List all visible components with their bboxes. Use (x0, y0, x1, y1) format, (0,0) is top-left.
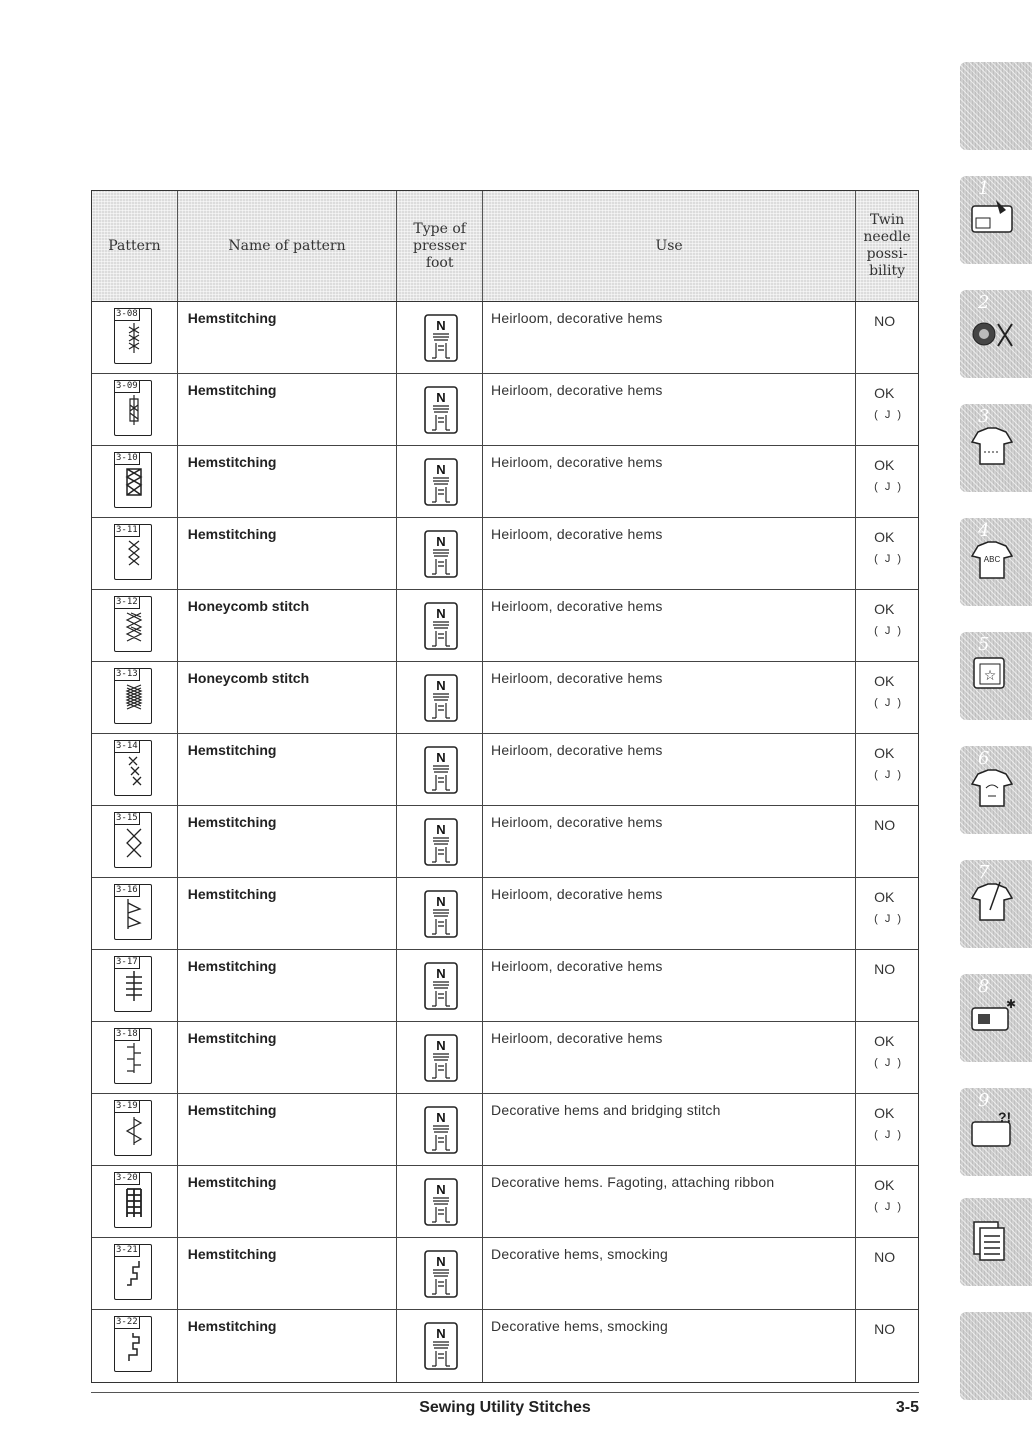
twin-needle-foot: ( J ) (874, 481, 904, 493)
presser-foot-n-icon (424, 962, 458, 1014)
pattern-number: 3-11 (116, 525, 138, 535)
presser-foot-cell (397, 734, 483, 805)
pattern-stitch-icon (114, 668, 152, 724)
presser-foot-n-icon (424, 530, 458, 582)
presser-foot-cell (397, 806, 483, 877)
pattern-cell (92, 734, 178, 805)
pattern-name: Hemstitching (178, 1094, 397, 1165)
pattern-number: 3-08 (116, 309, 138, 319)
twin-needle-cell (856, 1238, 918, 1309)
chapter-tab[interactable] (960, 290, 1032, 378)
svg-text:ABC: ABC (983, 555, 1001, 564)
header-foot: Type of presser foot (397, 191, 483, 301)
pattern-number: 3-22 (116, 1317, 138, 1327)
chapter-tab[interactable] (960, 1088, 1032, 1176)
presser-foot-cell (397, 374, 483, 445)
twin-needle-cell (856, 1022, 918, 1093)
twin-needle-cell (856, 878, 918, 949)
needle-shirt-icon (970, 880, 1016, 926)
use-text: Heirloom, decorative hems (483, 518, 856, 589)
presser-foot-cell (397, 950, 483, 1021)
twin-needle-foot: ( J ) (874, 697, 904, 709)
twin-needle-cell (856, 662, 918, 733)
presser-foot-n-icon (424, 1250, 458, 1302)
pattern-cell (92, 806, 178, 877)
table-row (92, 1022, 918, 1094)
pattern-stitch-icon (114, 380, 152, 436)
chapter-tab[interactable] (960, 860, 1032, 948)
presser-foot-n-icon (424, 746, 458, 798)
chapter-tab-number: 2 (978, 292, 990, 313)
svg-text:N: N (436, 1254, 446, 1269)
twin-needle-value: NO (874, 817, 896, 833)
thread-spool-icon (970, 310, 1016, 356)
pattern-name: Hemstitching (178, 518, 397, 589)
svg-text:N: N (436, 966, 446, 981)
twin-needle-value: OK (874, 457, 895, 473)
pattern-name: Hemstitching (178, 1310, 397, 1382)
twin-needle-cell (856, 1310, 918, 1382)
table-header (92, 191, 918, 302)
pattern-number: 3-20 (116, 1173, 138, 1183)
twin-needle-value: NO (874, 961, 896, 977)
pattern-number: 3-18 (116, 1029, 138, 1039)
twin-needle-value: NO (874, 1321, 896, 1337)
chapter-tab-number: 5 (978, 634, 990, 655)
presser-foot-n-icon (424, 386, 458, 438)
pattern-cell (92, 590, 178, 661)
presser-foot-n-icon (424, 1106, 458, 1158)
chapter-tab[interactable] (960, 62, 1032, 150)
twin-needle-value: OK (874, 745, 895, 761)
pattern-number: 3-09 (116, 381, 138, 391)
use-text: Heirloom, decorative hems (483, 374, 856, 445)
use-text: Heirloom, decorative hems (483, 734, 856, 805)
maintenance-icon (970, 994, 1016, 1040)
use-text: Heirloom, decorative hems (483, 662, 856, 733)
sewing-machine-icon (970, 196, 1016, 242)
presser-foot-cell (397, 446, 483, 517)
chapter-tab-number: 6 (978, 748, 990, 769)
pattern-name: Hemstitching (178, 302, 397, 373)
use-text: Decorative hems, smocking (483, 1310, 856, 1382)
use-text: Heirloom, decorative hems (483, 302, 856, 373)
table-row (92, 446, 918, 518)
abc-shirt-icon (970, 538, 1016, 584)
twin-needle-foot: ( J ) (874, 409, 904, 421)
twin-needle-cell (856, 734, 918, 805)
presser-foot-n-icon (424, 1034, 458, 1086)
pattern-stitch-icon (114, 1244, 152, 1300)
pattern-cell (92, 1238, 178, 1309)
pattern-stitch-icon (114, 1100, 152, 1156)
pattern-name: Hemstitching (178, 1022, 397, 1093)
table-row (92, 1094, 918, 1166)
pattern-stitch-icon (114, 1028, 152, 1084)
use-text: Decorative hems, smocking (483, 1238, 856, 1309)
twin-needle-value: OK (874, 1177, 895, 1193)
troubleshooting-icon (970, 1108, 1016, 1154)
table-row (92, 374, 918, 446)
table-row (92, 734, 918, 806)
presser-foot-n-icon (424, 458, 458, 510)
header-pattern: Pattern (92, 191, 178, 301)
presser-foot-n-icon (424, 1178, 458, 1230)
twin-needle-value: OK (874, 889, 895, 905)
page-number: 3-5 (895, 1399, 919, 1416)
pattern-name: Hemstitching (178, 1238, 397, 1309)
presser-foot-cell (397, 1238, 483, 1309)
pattern-cell (92, 950, 178, 1021)
pattern-stitch-icon (114, 308, 152, 364)
presser-foot-cell (397, 878, 483, 949)
chapter-tab-number: 3 (978, 406, 990, 427)
chapter-tab[interactable] (960, 1198, 1032, 1286)
twin-needle-cell (856, 302, 918, 373)
use-text: Heirloom, decorative hems (483, 806, 856, 877)
svg-text:N: N (436, 678, 446, 693)
twin-needle-cell (856, 1094, 918, 1165)
pattern-name: Hemstitching (178, 446, 397, 517)
pattern-number: 3-17 (116, 957, 138, 967)
pattern-cell (92, 518, 178, 589)
pattern-cell (92, 1022, 178, 1093)
pattern-cell (92, 1310, 178, 1382)
presser-foot-n-icon (424, 1322, 458, 1374)
svg-text:N: N (436, 606, 446, 621)
presser-foot-n-icon (424, 674, 458, 726)
presser-foot-n-icon (424, 818, 458, 870)
chapter-tab[interactable] (960, 746, 1032, 834)
pattern-cell (92, 878, 178, 949)
presser-foot-cell (397, 1166, 483, 1237)
pattern-number: 3-14 (116, 741, 138, 751)
twin-needle-cell (856, 1166, 918, 1237)
pattern-name: Hemstitching (178, 734, 397, 805)
twin-needle-foot: ( J ) (874, 625, 904, 637)
twin-needle-foot: ( J ) (874, 769, 904, 781)
chapter-tab-number: 1 (978, 178, 990, 199)
presser-foot-cell (397, 1310, 483, 1382)
pattern-number: 3-12 (116, 597, 138, 607)
use-text: Decorative hems and bridging stitch (483, 1094, 856, 1165)
pattern-name: Hemstitching (178, 950, 397, 1021)
table-row (92, 878, 918, 950)
pattern-name: Honeycomb stitch (178, 590, 397, 661)
footer-rule (91, 1392, 919, 1393)
embroidery-frame-icon (970, 652, 1016, 698)
presser-foot-cell (397, 518, 483, 589)
documents-icon (970, 1218, 1016, 1264)
chapter-tab-number: 8 (978, 976, 990, 997)
twin-needle-foot: ( J ) (874, 1057, 904, 1069)
use-text: Heirloom, decorative hems (483, 446, 856, 517)
chapter-tab-number: 9 (978, 1090, 990, 1111)
twin-needle-foot: ( J ) (874, 913, 904, 925)
pattern-number: 3-16 (116, 885, 138, 895)
twin-needle-cell (856, 446, 918, 517)
pattern-number: 3-10 (116, 453, 138, 463)
twin-needle-cell (856, 950, 918, 1021)
chapter-tab-number: 4 (978, 520, 990, 541)
pattern-cell (92, 446, 178, 517)
use-text: Heirloom, decorative hems (483, 590, 856, 661)
pattern-number: 3-15 (116, 813, 138, 823)
svg-text:N: N (436, 1182, 446, 1197)
svg-text:N: N (436, 750, 446, 765)
character-shirt-icon (970, 766, 1016, 812)
presser-foot-n-icon (424, 890, 458, 942)
pattern-number: 3-21 (116, 1245, 138, 1255)
svg-text:✱: ✱ (1006, 997, 1016, 1011)
header-use: Use (483, 191, 856, 301)
twin-needle-foot: ( J ) (874, 1129, 904, 1141)
pattern-name: Hemstitching (178, 1166, 397, 1237)
pattern-name: Hemstitching (178, 806, 397, 877)
table-row (92, 302, 918, 374)
chapter-tab[interactable] (960, 1312, 1032, 1400)
table-row (92, 1310, 918, 1382)
twin-needle-value: OK (874, 1033, 895, 1049)
pattern-stitch-icon (114, 524, 152, 580)
chapter-tab[interactable] (960, 176, 1032, 264)
presser-foot-n-icon (424, 602, 458, 654)
svg-text:☆: ☆ (983, 668, 997, 684)
twin-needle-value: OK (874, 529, 895, 545)
svg-text:N: N (436, 462, 446, 477)
table-row (92, 518, 918, 590)
use-text: Heirloom, decorative hems (483, 1022, 856, 1093)
use-text: Heirloom, decorative hems (483, 950, 856, 1021)
pattern-stitch-icon (114, 596, 152, 652)
twin-needle-cell (856, 590, 918, 661)
use-text: Decorative hems. Fagoting, attaching ribbon (483, 1166, 856, 1237)
presser-foot-n-icon (424, 314, 458, 366)
twin-needle-foot: ( J ) (874, 553, 904, 565)
pattern-stitch-icon (114, 812, 152, 868)
footer-title: Sewing Utility Stitches (419, 1399, 591, 1416)
pattern-stitch-icon (114, 884, 152, 940)
twin-needle-value: NO (874, 313, 896, 329)
twin-needle-value: NO (874, 1249, 896, 1265)
table-row (92, 806, 918, 878)
svg-text:N: N (436, 318, 446, 333)
presser-foot-cell (397, 590, 483, 661)
table-row (92, 950, 918, 1022)
use-text: Heirloom, decorative hems (483, 878, 856, 949)
header-name: Name of pattern (178, 191, 397, 301)
presser-foot-cell (397, 302, 483, 373)
twin-needle-cell (856, 806, 918, 877)
table-row (92, 590, 918, 662)
pattern-cell (92, 302, 178, 373)
stitch-table (91, 190, 919, 1383)
table-row (92, 1238, 918, 1310)
twin-needle-cell (856, 518, 918, 589)
twin-needle-value: OK (874, 601, 895, 617)
pattern-cell (92, 1094, 178, 1165)
pattern-stitch-icon (114, 1172, 152, 1228)
pattern-stitch-icon (114, 956, 152, 1012)
header-twin: Twin needle possi- bility (863, 212, 911, 279)
svg-text:N: N (436, 1326, 446, 1341)
pattern-cell (92, 1166, 178, 1237)
presser-foot-cell (397, 1022, 483, 1093)
svg-text:N: N (436, 1038, 446, 1053)
twin-needle-value: OK (874, 1105, 895, 1121)
table-row (92, 1166, 918, 1238)
presser-foot-cell (397, 662, 483, 733)
chapter-tab[interactable] (960, 404, 1032, 492)
svg-text:?!: ?! (998, 1109, 1012, 1125)
pattern-stitch-icon (114, 452, 152, 508)
svg-text:N: N (436, 822, 446, 837)
svg-text:N: N (436, 534, 446, 549)
presser-foot-cell (397, 1094, 483, 1165)
twin-needle-cell (856, 374, 918, 445)
pattern-number: 3-13 (116, 669, 138, 679)
pattern-stitch-icon (114, 1316, 152, 1372)
pattern-name: Hemstitching (178, 878, 397, 949)
pattern-cell (92, 662, 178, 733)
svg-text:N: N (436, 894, 446, 909)
chapter-tab[interactable] (960, 632, 1032, 720)
twin-needle-value: OK (874, 385, 895, 401)
pattern-name: Hemstitching (178, 374, 397, 445)
pattern-number: 3-19 (116, 1101, 138, 1111)
svg-text:N: N (436, 390, 446, 405)
pattern-name: Honeycomb stitch (178, 662, 397, 733)
twin-needle-foot: ( J ) (874, 1201, 904, 1213)
pattern-stitch-icon (114, 740, 152, 796)
pattern-cell (92, 374, 178, 445)
chapter-tab[interactable] (960, 518, 1032, 606)
table-row (92, 662, 918, 734)
chapter-tab-number: 7 (978, 862, 990, 883)
chapter-tab[interactable] (960, 974, 1032, 1062)
twin-needle-value: OK (874, 673, 895, 689)
svg-text:N: N (436, 1110, 446, 1125)
shirt-icon (970, 424, 1016, 470)
